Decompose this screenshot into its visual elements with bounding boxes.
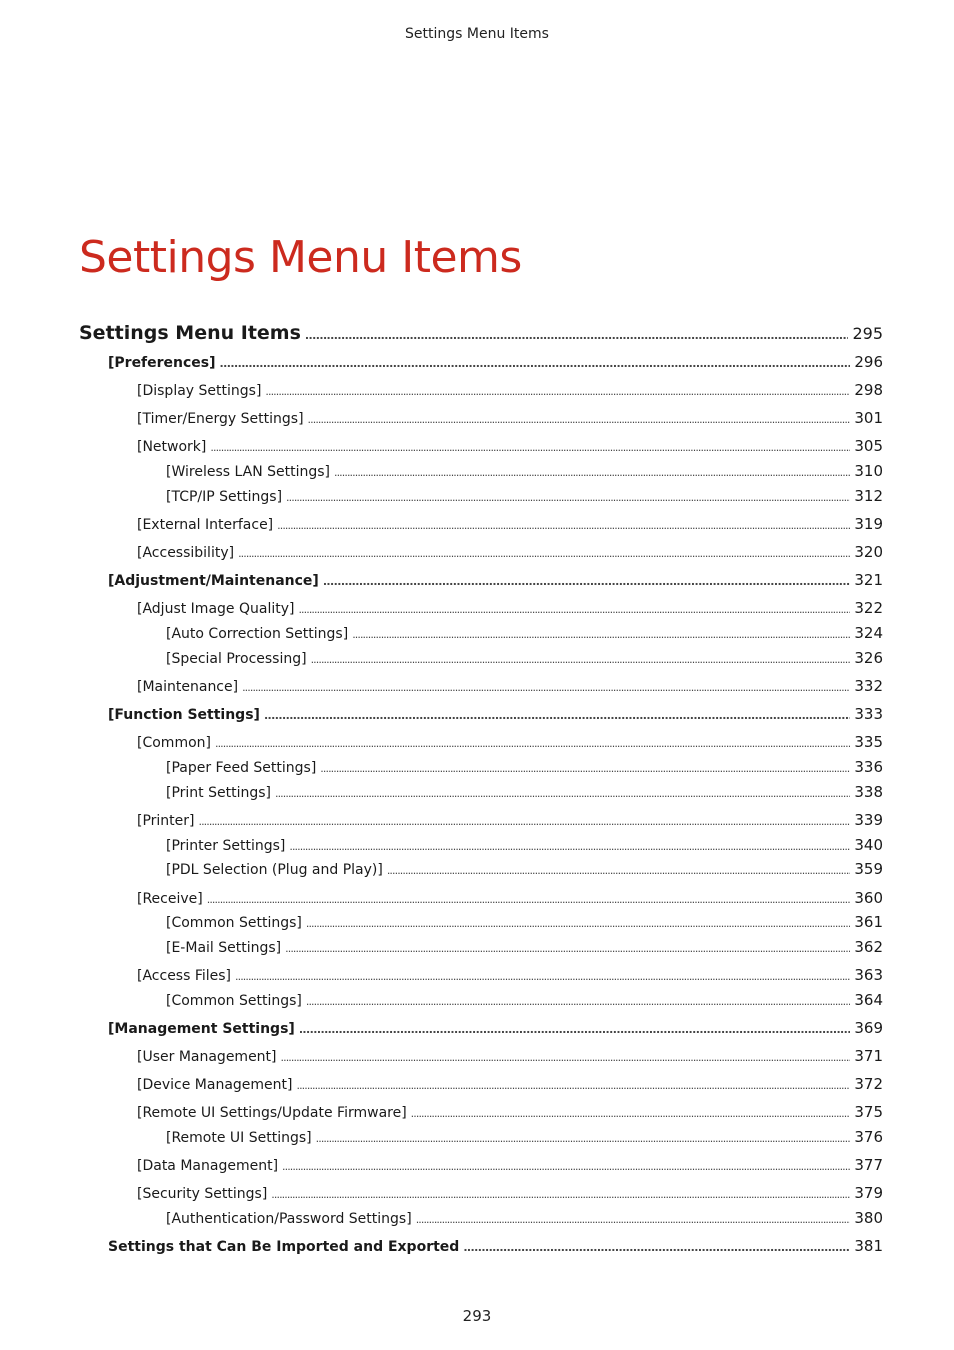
- dot-leader: [334, 464, 850, 480]
- dot-leader: [277, 517, 850, 533]
- toc-entry[interactable]: [166, 783, 883, 801]
- dot-leader: [210, 439, 850, 455]
- toc-entry-label: [Management Settings]: [108, 1021, 295, 1037]
- dot-leader: [320, 760, 850, 776]
- toc-entry-label: [Authentication/Password Settings]: [166, 1211, 412, 1227]
- toc-entry-page: 377: [854, 1156, 883, 1174]
- toc-entry[interactable]: [137, 1103, 883, 1121]
- chapter-title: Settings Menu Items: [79, 232, 522, 283]
- toc-entry[interactable]: [137, 381, 883, 399]
- toc-entry[interactable]: [108, 705, 883, 723]
- dot-leader: [215, 735, 850, 751]
- toc-entry-page: 339: [854, 811, 883, 829]
- toc-entry[interactable]: [137, 1047, 883, 1065]
- dot-leader: [242, 679, 850, 695]
- toc-entry-label: [Common]: [137, 735, 211, 751]
- toc-entry[interactable]: [108, 1237, 883, 1255]
- toc-entry-label: [External Interface]: [137, 517, 274, 533]
- dot-leader: [275, 785, 850, 801]
- running-header: Settings Menu Items: [405, 26, 549, 42]
- dot-leader: [264, 707, 850, 723]
- dot-leader: [271, 1186, 850, 1202]
- toc-entry-page: 369: [854, 1019, 883, 1037]
- toc-entry-label: [Preferences]: [108, 355, 216, 371]
- dot-leader: [296, 1077, 850, 1093]
- toc-entry-label: [Special Processing]: [166, 651, 307, 667]
- toc-entry-label: [Printer]: [137, 813, 195, 829]
- toc-entry[interactable]: [137, 1075, 883, 1093]
- toc-entry[interactable]: [137, 515, 883, 533]
- dot-leader: [323, 573, 851, 589]
- toc-entry-label: [PDL Selection (Plug and Play)]: [166, 862, 383, 878]
- dot-leader: [411, 1105, 851, 1121]
- toc-entry-page: 360: [854, 889, 883, 907]
- toc-entry[interactable]: [137, 889, 883, 907]
- toc-entry[interactable]: [137, 733, 883, 751]
- toc-entry-page: 376: [854, 1128, 883, 1146]
- toc-entry-page: 298: [854, 381, 883, 399]
- dot-leader: [416, 1211, 851, 1227]
- toc-entry-label: [User Management]: [137, 1049, 277, 1065]
- dot-leader: [238, 545, 850, 561]
- toc-entry-page: 320: [854, 543, 883, 561]
- toc-entry-label: [Timer/Energy Settings]: [137, 411, 304, 427]
- toc-entry-page: 375: [854, 1103, 883, 1121]
- toc-entry-label: [Network]: [137, 439, 207, 455]
- toc-entry-label: [Device Management]: [137, 1077, 293, 1093]
- toc-entry-label: [Adjustment/Maintenance]: [108, 573, 319, 589]
- dot-leader: [199, 813, 851, 829]
- toc-entry-label: [Function Settings]: [108, 707, 260, 723]
- toc-entry-page: 333: [854, 705, 883, 723]
- toc-entry[interactable]: [166, 860, 883, 878]
- toc-entry[interactable]: [137, 1184, 883, 1202]
- toc-entry[interactable]: [108, 571, 883, 589]
- toc-entry-label: [Accessibility]: [137, 545, 235, 561]
- toc-entry[interactable]: [137, 599, 883, 617]
- dot-leader: [265, 383, 850, 399]
- toc-entry-page: 359: [854, 860, 883, 878]
- page-number: 293: [462, 1307, 492, 1325]
- dot-leader: [289, 838, 850, 854]
- toc-entry-label: [Wireless LAN Settings]: [166, 464, 330, 480]
- toc-entry-page: 379: [854, 1184, 883, 1202]
- dot-leader: [306, 915, 851, 931]
- dot-leader: [352, 626, 850, 642]
- toc-entry-label: [Data Management]: [137, 1158, 279, 1174]
- toc-entry-page: 319: [854, 515, 883, 533]
- toc-entry-label: [Remote UI Settings/Update Firmware]: [137, 1105, 407, 1121]
- toc-entry-label: [Adjust Image Quality]: [137, 601, 295, 617]
- toc-entry-label: [Common Settings]: [166, 915, 302, 931]
- toc-entry-page: 336: [854, 758, 883, 776]
- toc-entry-label: [Security Settings]: [137, 1186, 268, 1202]
- toc-entry[interactable]: [166, 462, 883, 480]
- toc-entry-label: [E-Mail Settings]: [166, 940, 282, 956]
- toc-entry-page: 364: [854, 991, 883, 1009]
- dot-leader: [463, 1239, 850, 1255]
- toc-entry[interactable]: [137, 543, 883, 561]
- toc-entry[interactable]: [137, 1156, 883, 1174]
- toc-entry[interactable]: [166, 1128, 883, 1146]
- toc-entry-page: 372: [854, 1075, 883, 1093]
- toc-entry-label: [Maintenance]: [137, 679, 239, 695]
- dot-leader: [311, 651, 851, 667]
- toc-entry-label: [Remote UI Settings]: [166, 1130, 312, 1146]
- toc-entry-page: 326: [854, 649, 883, 667]
- toc-entry-label: [TCP/IP Settings]: [166, 489, 283, 505]
- toc-entry-label: [Display Settings]: [137, 383, 262, 399]
- dot-leader: [281, 1049, 851, 1065]
- toc-entry-page: 305: [854, 437, 883, 455]
- dot-leader: [282, 1158, 850, 1174]
- toc-entry-page: 324: [854, 624, 883, 642]
- toc-entry[interactable]: [166, 1209, 883, 1227]
- toc-entry[interactable]: [137, 677, 883, 695]
- toc-entry[interactable]: [137, 437, 883, 455]
- dot-leader: [387, 862, 851, 878]
- toc-entry[interactable]: [79, 322, 883, 344]
- toc-entry-label: [Paper Feed Settings]: [166, 760, 317, 776]
- toc-entry-label: [Common Settings]: [166, 993, 302, 1009]
- dot-leader: [285, 940, 850, 956]
- toc-entry-page: 381: [854, 1237, 883, 1255]
- toc-entry-page: 361: [854, 913, 883, 931]
- dot-leader: [286, 489, 850, 505]
- dot-leader: [316, 1130, 851, 1146]
- toc-entry-page: 340: [854, 836, 883, 854]
- toc-entry[interactable]: [108, 353, 883, 371]
- toc-entry[interactable]: [166, 991, 883, 1009]
- toc-entry-label: Settings that Can Be Imported and Exported: [108, 1239, 460, 1255]
- dot-leader: [220, 355, 851, 371]
- toc-entry[interactable]: [166, 758, 883, 776]
- dot-leader: [235, 968, 850, 984]
- toc-entry[interactable]: [137, 966, 883, 984]
- dot-leader: [207, 891, 851, 907]
- toc-entry[interactable]: [137, 409, 883, 427]
- toc-entry-page: 371: [854, 1047, 883, 1065]
- toc-entry-label: [Receive]: [137, 891, 203, 907]
- toc-entry-page: 322: [854, 599, 883, 617]
- toc-entry-label: [Printer Settings]: [166, 838, 286, 854]
- toc-entry[interactable]: [166, 913, 883, 931]
- toc-entry-label: [Auto Correction Settings]: [166, 626, 349, 642]
- dot-leader: [298, 601, 850, 617]
- toc-entry[interactable]: [166, 836, 883, 854]
- toc-entry[interactable]: [166, 624, 883, 642]
- dot-leader: [299, 1021, 851, 1037]
- toc-entry[interactable]: [137, 811, 883, 829]
- toc-entry-page: 296: [854, 353, 883, 371]
- toc-entry-page: 321: [854, 571, 883, 589]
- dot-leader: [308, 411, 851, 427]
- toc-entry-page: 363: [854, 966, 883, 984]
- dot-leader: [305, 322, 849, 344]
- toc-entry-label: [Print Settings]: [166, 785, 271, 801]
- toc-entry-label: [Access Files]: [137, 968, 232, 984]
- toc-entry-label: Settings Menu Items: [79, 322, 301, 344]
- toc-entry[interactable]: [166, 649, 883, 667]
- toc-entry-page: 335: [854, 733, 883, 751]
- toc-entry[interactable]: [108, 1019, 883, 1037]
- dot-leader: [306, 993, 851, 1009]
- toc-entry-page: 338: [854, 783, 883, 801]
- toc-entry-page: 332: [854, 677, 883, 695]
- toc-entry-page: 310: [854, 462, 883, 480]
- toc-entry-page: 301: [854, 409, 883, 427]
- toc-entry-page: 312: [854, 487, 883, 505]
- toc-entry[interactable]: [166, 487, 883, 505]
- toc-entry-page: 380: [854, 1209, 883, 1227]
- toc-entry-page: 362: [854, 938, 883, 956]
- toc-entry-page: 295: [852, 324, 883, 343]
- toc-entry[interactable]: [166, 938, 883, 956]
